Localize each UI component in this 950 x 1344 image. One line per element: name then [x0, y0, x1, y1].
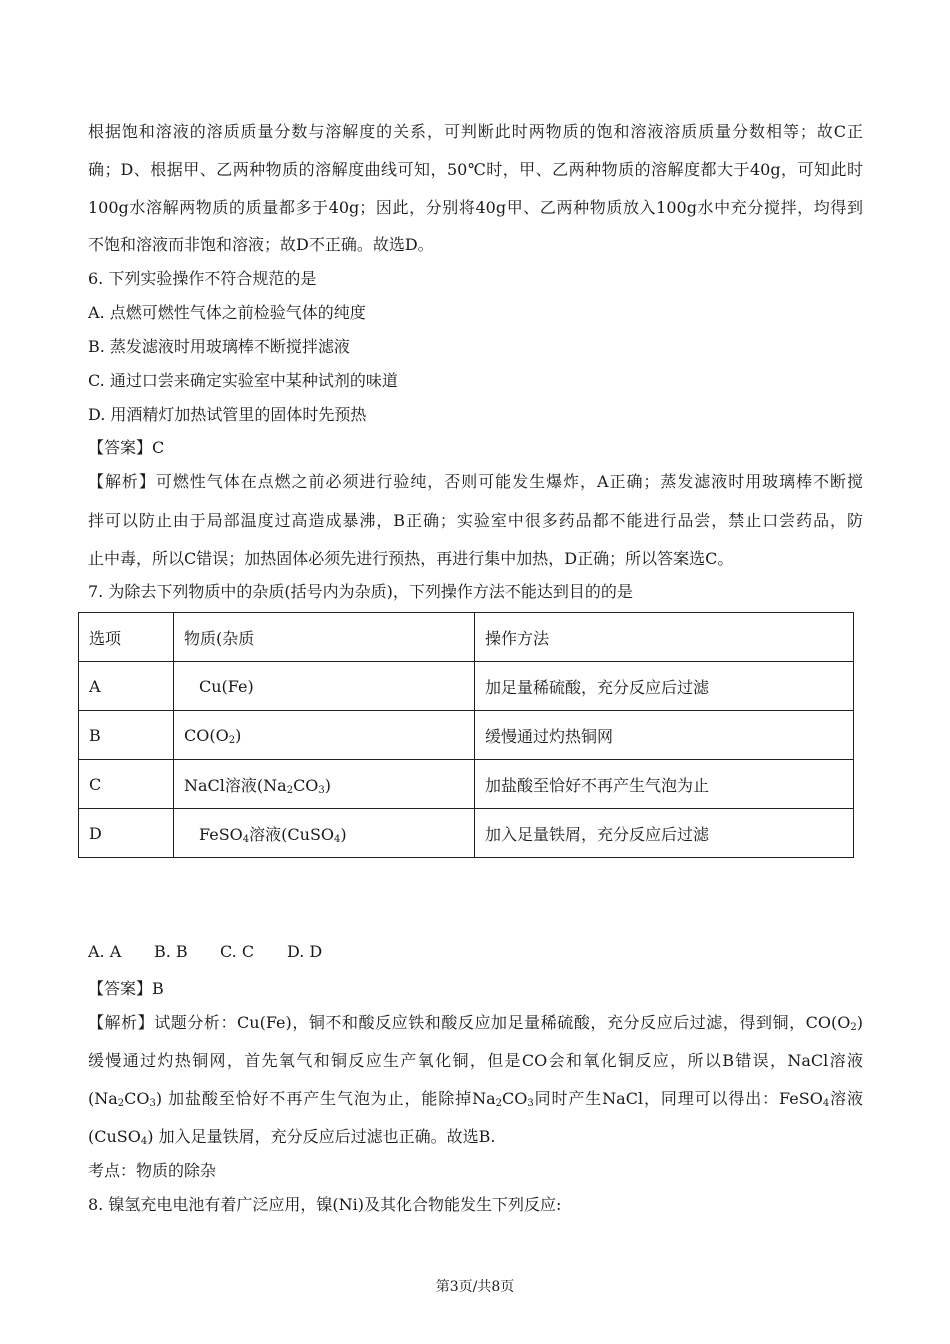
question-6-analysis-line-3: 止中毒，所以C错误；加热固体必须先进行预热，再进行集中加热，D正确；所以答案选C。 — [88, 549, 734, 568]
intro-line-2: 确；D、根据甲、乙两种物质的溶解度曲线可知，50℃时，甲、乙两种物质的溶解度都大于40g，可知此时 — [88, 160, 863, 179]
question-8-stem: 8. 镍氢充电电池有着广泛应用，镍(Ni)及其化合物能发生下列反应: — [88, 1195, 562, 1214]
table-header-row — [79, 613, 854, 662]
question-6-option-b: B. 蒸发滤液时用玻璃棒不断搅拌滤液 — [88, 337, 350, 356]
row-a-substance: Cu(Fe) — [174, 662, 475, 711]
question-6-stem: 6. 下列实验操作不符合规范的是 — [88, 269, 317, 288]
header-substance: 物质(杂质 — [174, 613, 475, 662]
impurity-removal-table — [78, 612, 854, 858]
question-6-analysis-line-1: 【解析】可燃性气体在点燃之前必须进行验纯，否则可能发生爆炸，A正确；蒸发滤液时用玻璃棒不断搅 — [88, 472, 863, 491]
choice-a: A. A — [88, 942, 122, 961]
question-7-answer: 【答案】B — [88, 979, 164, 998]
question-6-option-d: D. 用酒精灯加热试管里的固体时先预热 — [88, 405, 367, 424]
row-a-option: A — [79, 662, 174, 711]
question-6-option-c: C. 通过口尝来确定实验室中某种试剂的味道 — [88, 371, 398, 390]
row-d-substance: FeSO$_4$溶液(CuSO$_4$) — [174, 809, 475, 858]
row-a-method: 加足量稀硫酸，充分反应后过滤 — [475, 662, 854, 711]
question-7-stem: 7. 为除去下列物质中的杂质(括号内为杂质)，下列操作方法不能达到目的的是 — [88, 582, 633, 601]
row-b-substance: $CO(O_2)$ — [174, 711, 475, 760]
row-b-option: B — [79, 711, 174, 760]
intro-line-3: 100g水溶解两物质的质量都多于40g；因此，分别将40g甲、乙两种物质放入100g水中充分搅拌，均得到 — [88, 198, 863, 217]
header-option: 选项 — [79, 613, 174, 662]
table-row — [79, 662, 854, 711]
row-d-method: 加入足量铁屑，充分反应后过滤 — [475, 809, 854, 858]
question-6-analysis-line-2: 拌可以防止由于局部温度过高造成暴沸，B正确；实验室中很多药品都不能进行品尝，禁止口尝药品，防 — [88, 511, 863, 530]
choice-b: B. B — [154, 942, 188, 961]
table-row — [79, 809, 854, 858]
question-6-answer: 【答案】C — [88, 438, 165, 457]
row-d-option: D — [79, 809, 174, 858]
row-c-option: C — [79, 760, 174, 809]
choice-c: C. C — [220, 942, 255, 961]
intro-line-4: 不饱和溶液而非饱和溶液；故D不正确。故选D。 — [88, 235, 434, 254]
table-row — [79, 760, 854, 809]
row-c-method: 加盐酸至恰好不再产生气泡为止 — [475, 760, 854, 809]
question-6-option-a: A. 点燃可燃性气体之前检验气体的纯度 — [88, 303, 366, 322]
row-c-substance: NaCl溶液$(Na_2CO_3)$ — [174, 760, 475, 809]
question-7-analysis-line-2: 缓慢通过灼热铜网，首先氧气和铜反应生产氧化铜，但是CO会和氧化铜反应，所以B错误，NaCl溶液 — [88, 1051, 863, 1070]
question-7-kaodian: 考点：物质的除杂 — [88, 1161, 217, 1180]
row-b-method: 缓慢通过灼热铜网 — [475, 711, 854, 760]
question-7-analysis-line-4: (CuSO$_4$) 加入足量铁屑，充分反应后过滤也正确。故选B. — [88, 1127, 496, 1147]
question-7-analysis-line-3: $(Na_2CO_3)$ 加盐酸至恰好不再产生气泡为止，能除掉$Na_2CO_3$同时产生NaCl，同理可以得出：FeSO$_4$溶液 — [88, 1089, 863, 1109]
question-7-analysis-line-1: 【解析】试题分析：Cu(Fe)，铜不和酸反应铁和酸反应加足量稀硫酸，充分反应后过滤，得到铜，$CO(O_2)$ — [88, 1013, 863, 1033]
choice-d: D. D — [287, 942, 323, 961]
table-row — [79, 711, 854, 760]
question-7-choices — [88, 942, 322, 961]
header-method: 操作方法 — [475, 613, 854, 662]
page-footer: 第3页/共8页 — [435, 1279, 515, 1295]
intro-line-1: 根据饱和溶液的溶质质量分数与溶解度的关系，可判断此时两物质的饱和溶液溶质质量分数相等；故C正 — [88, 122, 863, 141]
